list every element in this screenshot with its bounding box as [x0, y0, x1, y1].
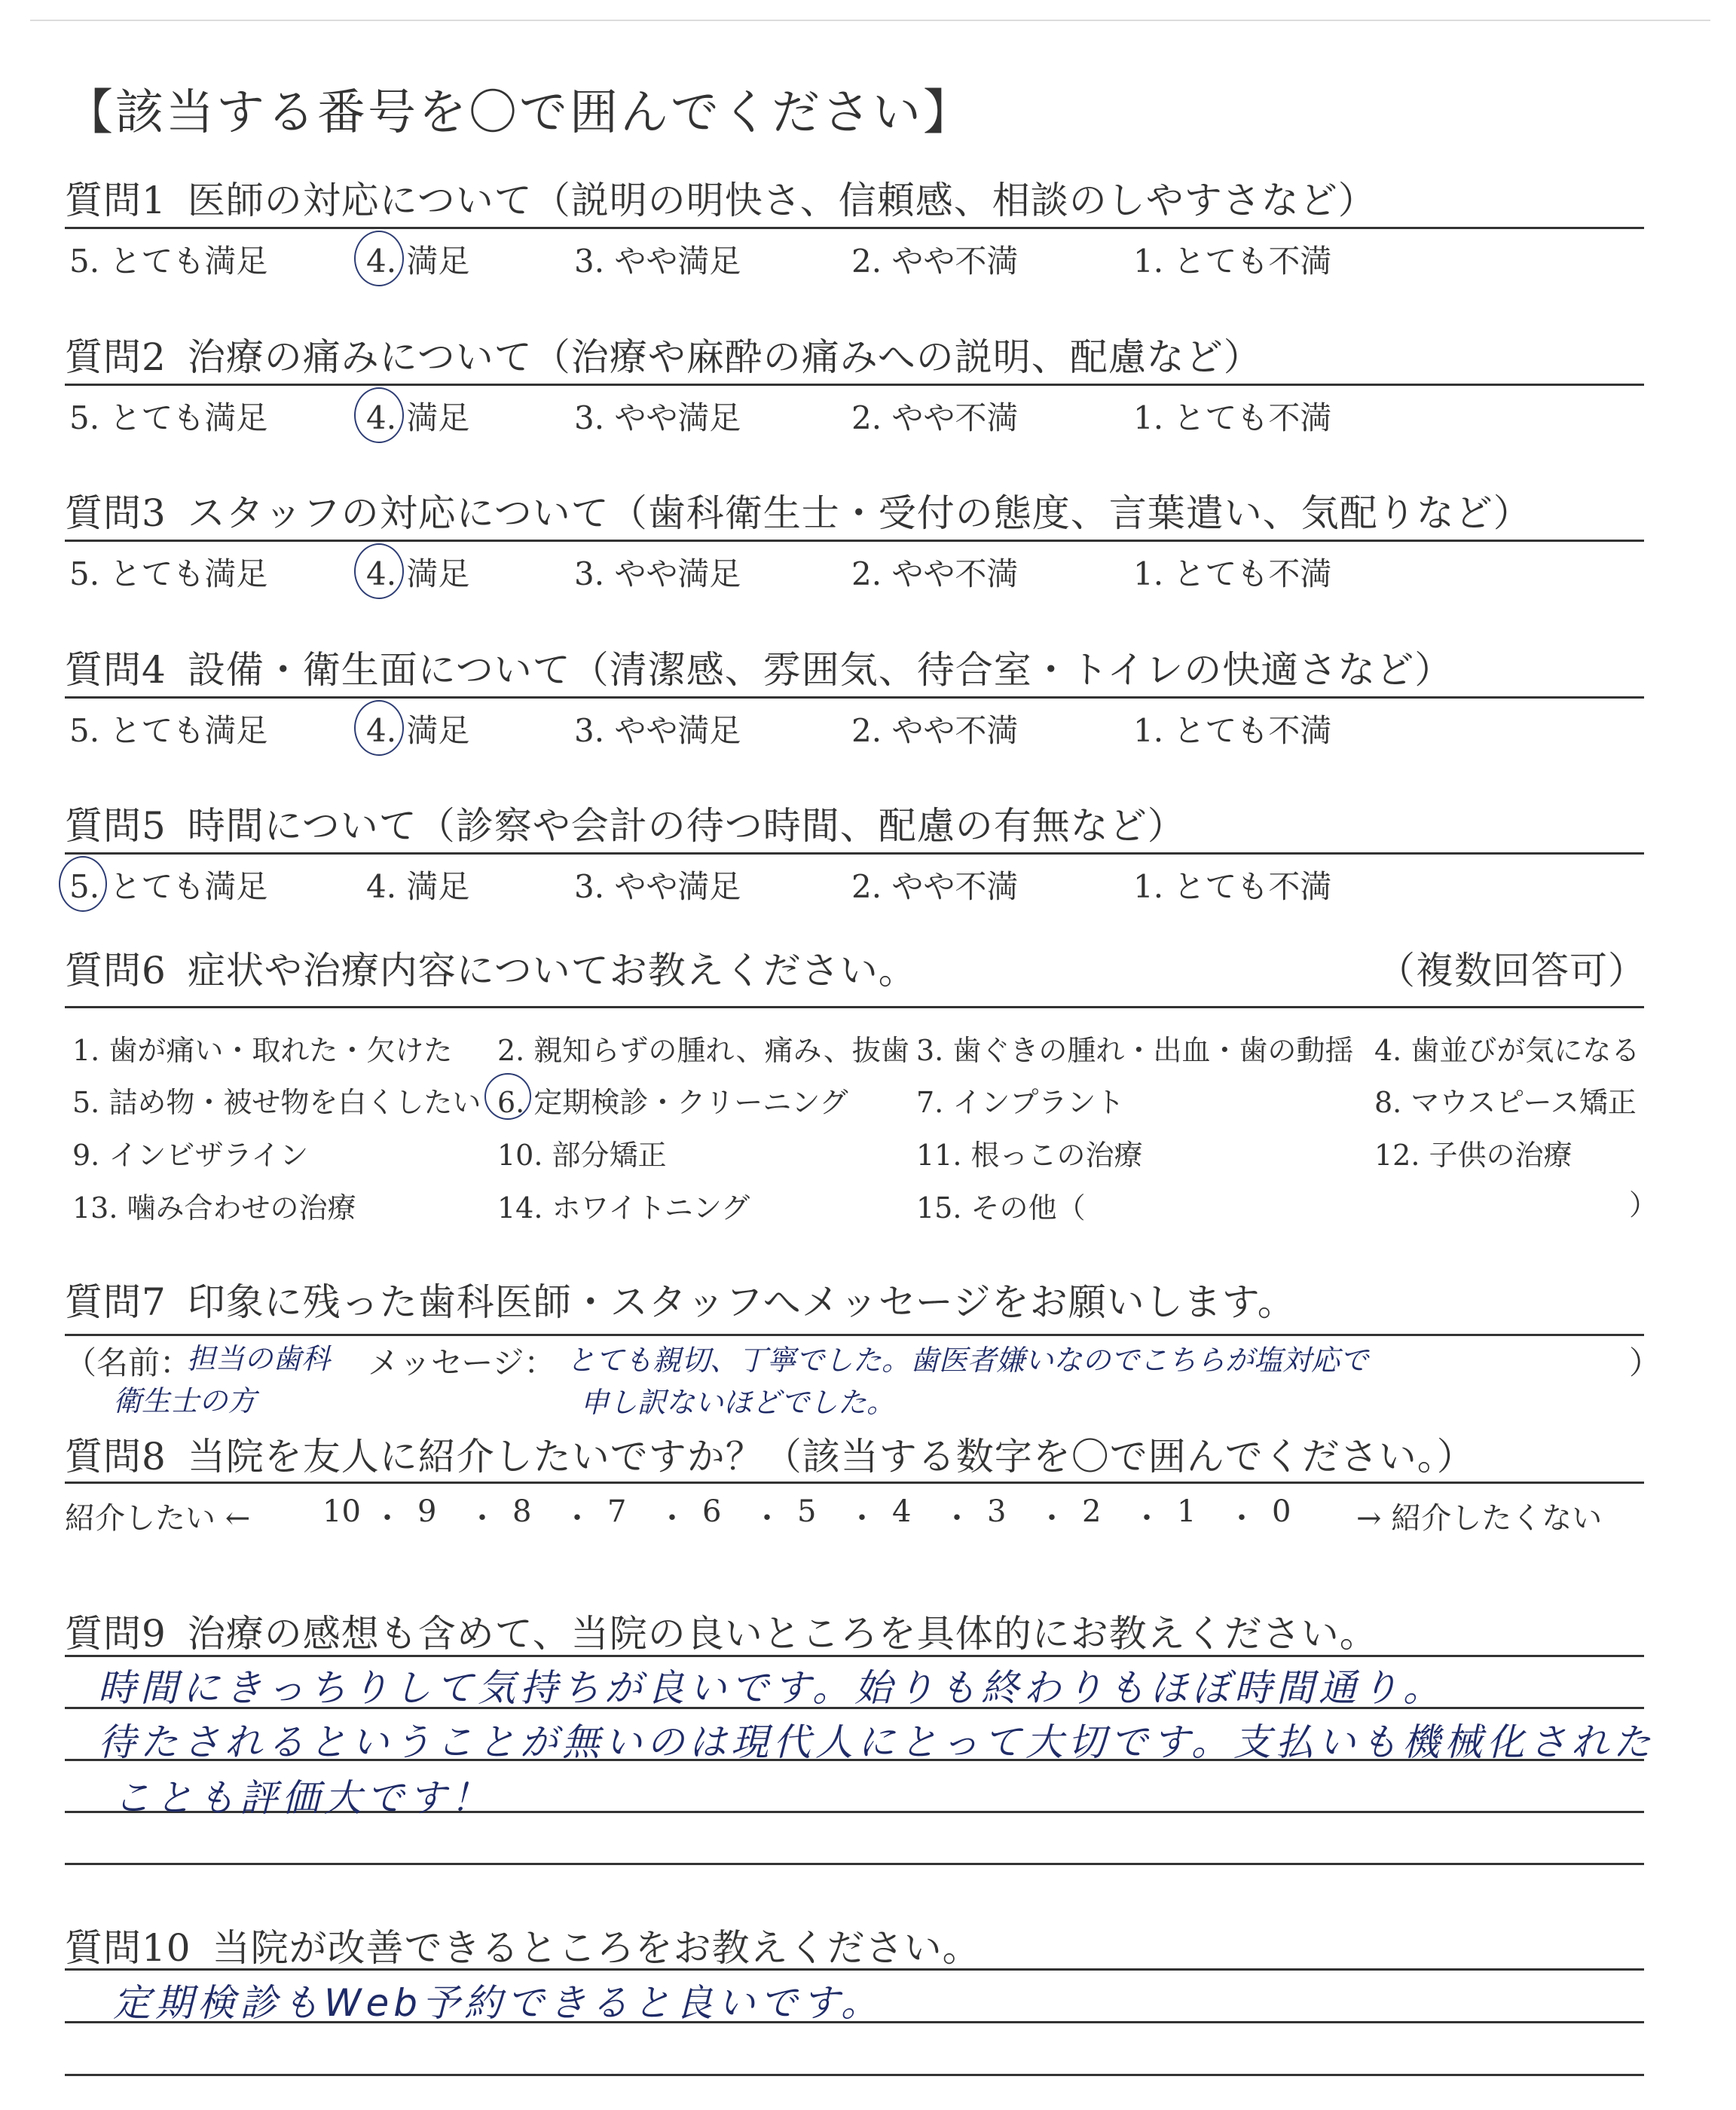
q10-rule-1 — [65, 1968, 1644, 1971]
q6-other-close-paren: ） — [1629, 1188, 1658, 1222]
q7-name-label: （名前： — [65, 1344, 192, 1381]
q8-scale-8: 8 — [512, 1494, 532, 1529]
q8-label: 質問8 — [65, 1435, 167, 1479]
page-title: 【該当する番号を〇で囲んでください】 — [65, 85, 973, 141]
q9-label: 質問9 — [65, 1612, 167, 1656]
q7-close-paren: ） — [1629, 1344, 1661, 1381]
q9-answer-line-2: 待たされるということが無いのは現代人にとって大切です。支払いも機械化された — [98, 1720, 1655, 1764]
q10-text: 当院が改善できるところをお教えください。 — [212, 1926, 981, 1970]
q8-scale-separator: ・ — [467, 1501, 497, 1536]
q8-scale-separator: ・ — [372, 1501, 402, 1536]
q1-rule — [65, 227, 1644, 229]
q6-option-11: 11. 根っこの治療 — [916, 1139, 1143, 1172]
q3-rule — [65, 540, 1644, 542]
q1-option-5: 5. とても満足 — [69, 243, 268, 280]
q4-option-2: 2. やや不満 — [851, 712, 1019, 749]
q6-option-8: 8. マウスピース矯正 — [1374, 1086, 1637, 1119]
q10-title — [65, 1918, 981, 1972]
q6-option-10: 10. 部分矯正 — [497, 1139, 667, 1172]
q5-selection-circle — [59, 856, 107, 912]
q1-option-3: 3. やや満足 — [574, 243, 741, 280]
q8-scale-separator: ・ — [942, 1501, 972, 1536]
q6-note: （複数回答可） — [1377, 949, 1646, 992]
q8-scale-separator: ・ — [1227, 1501, 1257, 1536]
q6-option-3: 3. 歯ぐきの腫れ・出血・歯の動揺 — [916, 1034, 1354, 1067]
q2-rule — [65, 384, 1644, 386]
q8-scale-10: 10 — [322, 1494, 361, 1529]
q5-option-5: 5. とても満足 — [69, 868, 268, 905]
q6-option-1: 1. 歯が痛い・取れた・欠けた — [72, 1034, 453, 1067]
q6-option-14: 14. ホワイトニング — [497, 1191, 750, 1225]
q3-title — [65, 483, 1532, 537]
q2-selection-circle — [354, 387, 404, 443]
q8-scale-4: 4 — [892, 1494, 912, 1529]
q8-scale-6: 6 — [702, 1494, 722, 1529]
q9-title — [65, 1604, 1378, 1658]
q2-title — [65, 327, 1262, 381]
q6-rule — [65, 1006, 1644, 1008]
top-border — [30, 20, 1710, 21]
q8-rule — [65, 1482, 1644, 1484]
q5-option-3: 3. やや満足 — [574, 868, 741, 905]
q3-option-5: 5. とても満足 — [69, 555, 268, 592]
q7-label: 質問7 — [65, 1280, 167, 1324]
q1-text: 医師の対応について（説明の明快さ、信頼感、相談のしやすさなど） — [187, 179, 1377, 222]
q3-option-1: 1. とても不満 — [1133, 555, 1332, 592]
q7-name-line2: 衛生士の方 — [113, 1384, 257, 1417]
q9-rule-1 — [65, 1655, 1644, 1657]
q7-message-label: メッセージ： — [368, 1344, 556, 1381]
q8-scale-3: 3 — [987, 1494, 1007, 1529]
q8-scale-separator: ・ — [1037, 1501, 1067, 1536]
q6-option-6: 6. 定期検診・クリーニング — [497, 1086, 848, 1119]
q2-option-2: 2. やや不満 — [851, 399, 1019, 436]
q7-message-line2: 申し訳ないほどでした。 — [580, 1386, 896, 1419]
q5-option-4: 4. 満足 — [366, 868, 470, 905]
q7-title — [65, 1272, 1296, 1326]
q6-option-4: 4. 歯並びが気になる — [1374, 1034, 1640, 1067]
q9-rule-5 — [65, 1863, 1644, 1865]
q8-scale-5: 5 — [797, 1494, 817, 1529]
q6-label: 質問6 — [65, 949, 167, 992]
q8-left-label: 紹介したい ← — [65, 1501, 251, 1536]
q6-option-12: 12. 子供の治療 — [1374, 1139, 1572, 1172]
q2-option-5: 5. とても満足 — [69, 399, 268, 436]
q10-answer-line-1: 定期検診もWeb予約できると良いです。 — [113, 1981, 883, 2025]
q6-option-13: 13. 噛み合わせの治療 — [72, 1191, 356, 1225]
q9-text: 治療の感想も含めて、当院の良いところを具体的にお教えください。 — [187, 1612, 1378, 1656]
q2-text: 治療の痛みについて（治療や麻酔の痛みへの説明、配慮など） — [187, 335, 1262, 379]
q6-option-7: 7. インプラント — [916, 1086, 1125, 1119]
q8-right-label: → 紹介したくない — [1356, 1501, 1603, 1536]
q4-option-4: 4. 満足 — [366, 712, 470, 749]
q9-answer-line-1: 時間にきっちりして気持ちが良いです。始りも終わりもほぼ時間通り。 — [98, 1666, 1445, 1710]
q8-scale-1: 1 — [1177, 1494, 1197, 1529]
q8-scale-separator: ・ — [847, 1501, 877, 1536]
q8-scale-separator: ・ — [752, 1501, 782, 1536]
q5-option-1: 1. とても不満 — [1133, 868, 1332, 905]
q4-text: 設備・衛生面について（清潔感、雰囲気、待合室・トイレの快適さなど） — [187, 648, 1453, 692]
q9-answer-line-3: ことも評価大です！ — [113, 1776, 493, 1820]
q1-selection-circle — [354, 231, 404, 286]
q5-text: 時間について（診察や会計の待つ時間、配慮の有無など） — [187, 804, 1186, 848]
q6-option-15: 15. その他（ — [916, 1191, 1086, 1225]
q6-selection-circle — [484, 1073, 531, 1120]
q6-title — [65, 940, 917, 995]
q10-rule-3 — [65, 2074, 1644, 2076]
q4-option-3: 3. やや満足 — [574, 712, 741, 749]
q4-option-1: 1. とても不満 — [1133, 712, 1332, 749]
q6-option-2: 2. 親知らずの腫れ、痛み、抜歯 — [497, 1034, 909, 1067]
q2-option-4: 4. 満足 — [366, 399, 470, 436]
q5-rule — [65, 852, 1644, 855]
q2-label: 質問2 — [65, 335, 167, 379]
q5-label: 質問5 — [65, 804, 167, 848]
q5-option-2: 2. やや不満 — [851, 868, 1019, 905]
q7-name-line1: 担当の歯科 — [187, 1342, 331, 1375]
q8-scale-0: 0 — [1272, 1494, 1291, 1529]
q1-option-1: 1. とても不満 — [1133, 243, 1332, 280]
q5-title — [65, 796, 1186, 850]
q7-text: 印象に残った歯科医師・スタッフへメッセージをお願いします。 — [187, 1280, 1296, 1324]
q8-text: 当院を友人に紹介したいですか？（該当する数字を〇で囲んでください。） — [187, 1435, 1475, 1479]
q7-message-line1: とても親切、丁寧でした。歯医者嫌いなのでこちらが塩対応で — [567, 1344, 1369, 1377]
q8-title — [65, 1427, 1475, 1481]
q1-label: 質問1 — [65, 179, 167, 222]
q4-title — [65, 640, 1453, 694]
q6-option-5: 5. 詰め物・被せ物を白くしたい — [72, 1086, 481, 1119]
q4-option-5: 5. とても満足 — [69, 712, 268, 749]
q3-option-4: 4. 満足 — [366, 555, 470, 592]
q3-option-3: 3. やや満足 — [574, 555, 741, 592]
q6-option-9: 9. インビザライン — [72, 1139, 309, 1172]
q6-text: 症状や治療内容についてお教えください。 — [187, 949, 917, 992]
q4-rule — [65, 696, 1644, 699]
q2-option-1: 1. とても不満 — [1133, 399, 1332, 436]
q8-scale-7: 7 — [607, 1494, 627, 1529]
q8-scale-9: 9 — [417, 1494, 437, 1529]
q8-scale-separator: ・ — [657, 1501, 687, 1536]
q3-option-2: 2. やや不満 — [851, 555, 1019, 592]
q2-option-3: 3. やや満足 — [574, 399, 741, 436]
q4-selection-circle — [354, 700, 404, 756]
q3-selection-circle — [354, 543, 404, 599]
q1-option-4: 4. 満足 — [366, 243, 470, 280]
q10-label: 質問10 — [65, 1926, 191, 1970]
q3-text: スタッフの対応について（歯科衛生士・受付の態度、言葉遣い、気配りなど） — [187, 491, 1532, 535]
q8-scale-2: 2 — [1082, 1494, 1102, 1529]
q4-label: 質問4 — [65, 648, 167, 692]
q1-option-2: 2. やや不満 — [851, 243, 1019, 280]
q1-title — [65, 170, 1377, 225]
q8-scale-separator: ・ — [1132, 1501, 1162, 1536]
q8-scale-separator: ・ — [562, 1501, 592, 1536]
q3-label: 質問3 — [65, 491, 167, 535]
